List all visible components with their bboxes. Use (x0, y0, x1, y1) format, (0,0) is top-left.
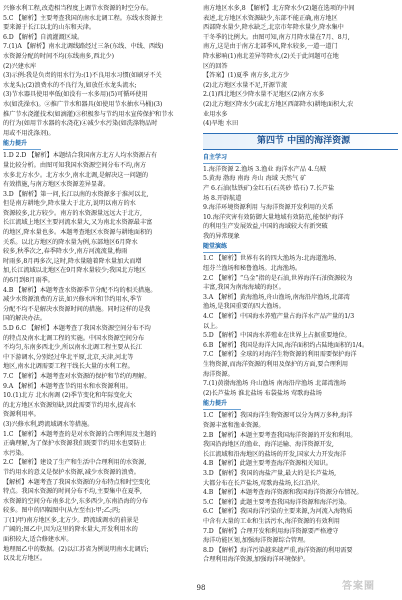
answer-line: (2)长芦盐场 淮北盐场 布袋盐场 莺歌海盐场 (203, 389, 322, 397)
answer-line: 7.(1)A 【解析】南水北调线路经过三条(东线、中线、西线) (3, 43, 164, 51)
watermark-logo: 答案圈 (342, 581, 375, 592)
answer-line: 我国沿海地区的渔业、海洋运输、海洋资源开发, (203, 441, 334, 449)
answer-line: 海洋功能区划,加强海洋资源综合管理。 (203, 537, 310, 545)
answer-line: 1.海洋资源 2.渔场 3.渔业 海洋水产品 4.乌贼 (203, 165, 326, 173)
answer-line: 3.A 【解析】黄海渔场,舟山渔场,南海沿岸渔场,北部湾 (203, 293, 350, 301)
answer-line: 降水影响(1)南北差异等降水,(2)关于此问题可在地 (203, 52, 339, 60)
answer-line: 水龙头);(2)浪费水的不良行为,如放任水龙头流水; (3, 81, 137, 89)
answer-line: 1.D 2.D 【解析】本题结合我国南方北方人均水资源占有 (3, 152, 158, 160)
answer-line: 2.C 【解析】建设了生产和生活中合理利用的水资源, (3, 459, 147, 467)
answer-line: 4.C 【解析】中国海水养殖产量占海洋水产品产量的1/3 (203, 313, 355, 321)
answer-line: 地区,南水北调需要工程干线长大量的水利工程。 (3, 363, 134, 371)
answer-line: 长江流域和沿海地区的盐场的开发,国家大力开发海洋 (203, 450, 347, 458)
answer-line: 10.(1)北方 北水南调 (2)季节变化和年际变化大 (3, 392, 132, 400)
answer-line: 1.C 【解析】我国海洋生物资源可以分为两万多种,海洋 (203, 412, 353, 420)
section-title: 第四节 中国的海洋资源 (257, 135, 351, 146)
answer-line: 4.B 【解析】此题主要考查海洋资源相关知识。 (203, 460, 332, 468)
answer-line: 的利用生产发展效益,中国的海域较大有新突破 (203, 223, 328, 231)
answer-line: 特点。我国水资源的时间分布不均,主要集中在夏季, (3, 488, 142, 496)
self-study-label: 自主学习 (203, 153, 241, 164)
answer-line: 2.B 【解析】本题主要考查我国海洋资源的开发和利用。 (203, 431, 357, 439)
answer-line: 长江流域上地区主要河流水量大,又为南北水资源最丰富 (3, 219, 153, 227)
answer-line: 以及北方地区。 (3, 555, 46, 563)
answer-line: 我的异常现象 (203, 232, 240, 240)
left-bottom-answers (3, 151, 196, 564)
answer-line: 较多。图中的四幅图中(从左至右):甲;乙;丙; (3, 507, 121, 515)
answer-line: 兴修水利工程,改造相当程度上调节水资源的时空分布。 (3, 5, 153, 12)
answer-line: 水污染。 (3, 449, 28, 457)
ability-improve-label-right: 能力提升 (203, 399, 241, 410)
answer-line: 8.D 【解析】海洋污染越来越严重,海洋资源的利用需要 (203, 546, 353, 554)
answer-line: 的行为(如用节水器的水浇花)④减少水污染(如洗涤物品时 (3, 120, 158, 128)
answer-line: 水资源分配的时间不均(东线南多,西北少) (3, 52, 114, 60)
answer-line: 丁(1)甲)南方地区多,北方少。跨流域调水的前景是 (3, 516, 139, 524)
answer-line: 产 6.石油(钛铁矿)金红石(石英砂 锆石) 7.长芦盐 (203, 184, 335, 192)
answer-line: 业用水多 (203, 110, 228, 118)
answer-line: 5.C 【解析】主要考查我国的南水北调工程。东线水资源主 (3, 14, 163, 22)
answer-line: 2.C 【解析】“乌金”指的是石油,世界海洋石油资源较为 (203, 274, 353, 282)
answer-line: 5.D 【解析】中国海水养殖业在世界上占据重要地位。 (203, 332, 351, 340)
answer-line: 量比较分析。由图可知我国水资源空间分布不均,南方 (3, 161, 147, 169)
answer-line: 水资源的空间分布南多北少,东多西少,东南沿海的分布 (3, 497, 148, 505)
left-top-answers (3, 4, 196, 138)
answer-line: 的北方地区水资源短缺,因此需要节约用水,提高水 (3, 401, 136, 409)
answer-line: 但是南方耕地少,降水量大于北方,说明以南方的水 (3, 200, 136, 208)
answer-line: 6.C 【解析】我国海洋污染的主要来源,为河流入海物质 (203, 508, 353, 516)
answer-line: 3.D 【解析】第一问,长江以南的水资源多于淮河以北, (3, 190, 149, 198)
answer-line: 5.黄海 渤海 南海 舟山 海域 天然气 矿 (203, 175, 307, 183)
right-top-answers (203, 4, 398, 129)
answer-line: 干冬季的比例大。由图可知,南方月降水量在7月、8月, (203, 33, 350, 41)
answer-line: 7.(1)黄渤海渔场 舟山渔场 南海沿岸渔场 北部湾渔场 (203, 380, 346, 388)
class-practice-answers (203, 254, 398, 398)
answer-line: 加,长江流域以北地区在9月降水量较少;我国北方地区 (3, 267, 146, 275)
answer-line: 资源丰富和渔业资源。 (203, 421, 265, 429)
answer-line: 用或不用洗涤剂)。 (3, 129, 55, 137)
answer-line: 合理利用海洋资源,加强海洋环境保护。 (203, 556, 310, 564)
answer-line: (3)兴修水利,跨流域调水等措施。 (3, 420, 94, 428)
answer-line: (3)节水器具使用率低(如没有一水多用)(5)可循环使用 (3, 91, 148, 99)
answer-line: (2)北方地区降水少(或北方地区西部降水)耕地面积大,农 (203, 100, 354, 108)
answer-line: 4.B 【解析】本题考查水资源季节分配不均的相关措施。 (3, 286, 157, 294)
answer-line: 广阔的;图乙中,因为这里的降水量大,开发利用水的 (3, 526, 138, 534)
section-title-bar (203, 133, 398, 150)
answer-line: 9.海洋环境资源利用 与海洋资源开发利用的关系 (203, 204, 334, 212)
answer-line: 7.D 【解析】合理开发和利用海洋资源要严格遵守 (203, 527, 339, 535)
answer-line: 以上。 (203, 322, 222, 330)
answer-line: (2)北方地区水量不足,开源节流 (203, 81, 288, 89)
answer-line: 有效措施,与南方地区水资源差异显著。 (3, 181, 110, 189)
answer-line: 1.C 【解析】本题考查的是对水资源的合理利用及主题的 (3, 430, 157, 438)
answer-line: 1.C 【解析】世界有名的四大渔场为:北海道渔场、 (203, 255, 341, 263)
page-number: 98 (196, 584, 206, 592)
answer-line: 推广节水浇灌技术(如滴灌)③积极参与节约用水宣传保护和节水 (3, 110, 174, 118)
answer-line: 地理图乙中的数据。(2)以江苏省为例说明南水北调后; (3, 545, 149, 553)
answer-line: 南方,这是由于南方北部季风,降水较多,一道一道门 (203, 43, 338, 51)
answer-line: 2.(1)西北地区少降水量不足地区(2)南方水多 (203, 91, 325, 99)
answer-line: 资源利用率。 (3, 411, 40, 419)
ability-improve-label: 能力提升 (3, 139, 41, 150)
answer-line: 正确理解,为了保护水资源我们既要节约用水也要防止 (3, 440, 147, 448)
answer-line: 水多北方水少。北方水少,南水北调,是解决这一问题的 (3, 171, 148, 179)
answer-line: (4)旱地 水田 (203, 120, 239, 128)
answer-line: 4.B 【解析】本题考查海洋资源和我国海洋资源分布情况。 (203, 489, 363, 497)
answer-line: 节约用水的意义是保护水资源,减少水资源的浪费。 (3, 468, 140, 476)
answer-line: 9.A 【解析】本题考查节约用水和水资源利用。 (3, 382, 132, 390)
class-practice-label: 随堂演练 (203, 242, 241, 253)
answer-line: 中含有大量的工业和生活污水,海洋资源的有效利用 (203, 517, 340, 525)
answer-line: 【解析】本题考查了我国水资源的分布特点和时空变化 (3, 478, 151, 486)
answer-line: 5.C 【解析】此题主要考查我国海洋资源和海洋污染。 (203, 498, 351, 506)
answer-line: 中下游调水,分别经过华北平原,北京,天津,河北等 (3, 353, 134, 361)
answer-line: 大都分布在长芦盐场,莺歌海盐场,长江沿岸。 (203, 479, 324, 487)
answer-line: 生物资源,而海洋资源的利用及保护的方面,要合理利用 (203, 361, 348, 368)
right-column (203, 4, 398, 565)
answer-line: 6.D 【解析】自流灌溉区域。 (3, 33, 84, 41)
answer-line: 分配不均不是解决水资源时间的措施。同时这样的是我 (3, 305, 151, 313)
answer-line: 关系。以北方地区的降水量为例,东部地区6月降水 (3, 238, 138, 246)
answer-line: 的特点及南水北调工程的实施。中国水资源空间分布 (3, 334, 145, 342)
answer-line: 不均匀,东南多西北少,所以南水北调工程主要从长江 (3, 344, 142, 352)
answer-line: 面积较大,适合修建水库。 (3, 536, 73, 544)
answer-line: 表述,北方地区水资源缺少,东部不能正确,南方地区 (203, 14, 338, 22)
answer-line: 海洋资源。 (203, 370, 234, 378)
answer-line: 区的回答 (203, 62, 228, 70)
answer-line: 减少水资源浪费的方法,如兴修水库和节约用水,季节 (3, 296, 142, 304)
answer-line: 场 8.开辟航道 (203, 194, 242, 202)
answer-line: (3)示例:我是负责的用水行为:(1)不良用水习惯(如刷牙不关 (3, 72, 162, 80)
answer-line: 的地区,降水量也多。本题考查地区水资源与耕地面积的 (3, 229, 153, 237)
answer-line: 【答案】(1)夏季 南方多,北方少 (203, 72, 290, 80)
ability-improve-answers (203, 411, 398, 565)
answer-line: 3.D 【解析】我国的海盐产量,最大的是长芦盐场, (203, 469, 337, 477)
answer-line: 6.B 【解析】我国是海洋大国,海洋面积约占陆地面积的1/4。 (203, 341, 369, 349)
answer-line: 7.C 【解析】本题考查对水资源的保护和节约的理解。 (3, 372, 151, 380)
answer-line: 5.D 6.C 【解析】本题考查了我国水资源空间分布不均 (3, 325, 151, 332)
answer-line: (2)兴建水库 (3, 62, 37, 70)
answer-line: 南方地区水多,8 【解析】北方降水少(2)题在选项的中间 (203, 5, 355, 12)
answer-line: 西部降水量少,降水缺乏,北京市年降水量少,降水集中 (203, 24, 344, 32)
answer-line: 7.C 【解析】全球的对海洋生物资源的利用需要保护海洋 (203, 351, 357, 359)
answer-line: 国的解决办法。 (3, 315, 46, 323)
answer-line: 丰富,我国为南海海域的海区。 (203, 284, 285, 292)
answer-line: 水(如洗澡水)。②推广节水和器具(如使用节水抽水马桶)(3) (3, 100, 163, 108)
left-column (3, 4, 196, 564)
answer-line: 渔场,是我国重要的四大渔场。 (203, 303, 285, 311)
answer-line: 较多,秋季次之,春季降水少,南方河流流量,梅雨 (3, 248, 128, 256)
answer-line: 纽芬兰渔场和秘鲁渔场。北海渔场。 (203, 265, 302, 273)
answer-line: 要来源于长江以北的山东和天津。 (3, 24, 96, 32)
self-study-answers (203, 165, 398, 242)
answer-line: 时雨多,8月再多次,这时,降水量随着降水量加大而增 (3, 257, 142, 265)
answer-line: 的6月到8月雨季。 (3, 277, 54, 285)
answer-line: 资源较多,北方较少。南方的水资源量远远大于北方, (3, 209, 142, 217)
answer-line: 10.海洋灾害有效防御大量地域有效防范,能保护海洋 (203, 213, 344, 221)
